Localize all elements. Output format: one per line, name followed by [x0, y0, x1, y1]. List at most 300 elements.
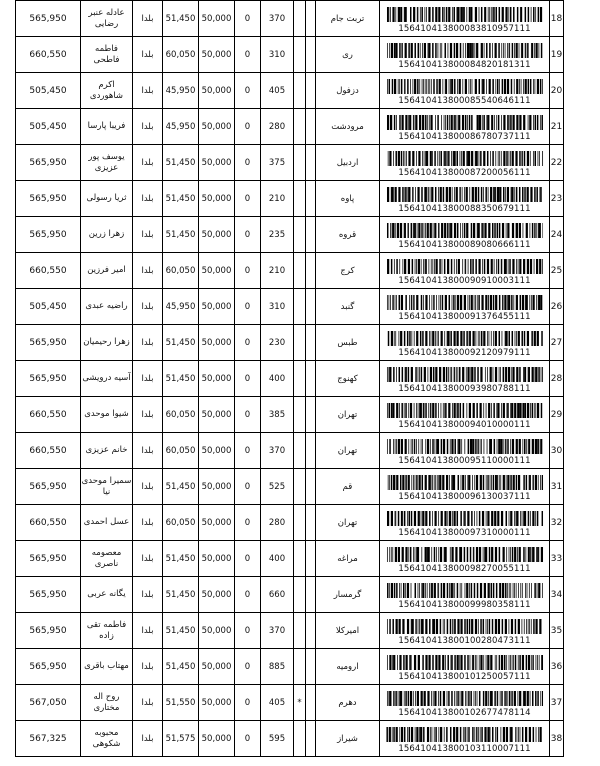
- barcode-number: 156410413800098270055111: [398, 563, 531, 574]
- row-mark: [294, 253, 306, 289]
- table-row: [16, 181, 564, 217]
- postage-fee: 51,450: [163, 649, 199, 685]
- weight-value: 405: [261, 73, 294, 109]
- destination-city: گنبد: [316, 289, 380, 325]
- postage-fee: 51,450: [163, 217, 199, 253]
- recipient-name: محبوبه شکوهی: [81, 721, 133, 757]
- postage-fee: 45,950: [163, 289, 199, 325]
- table-row: [16, 361, 564, 397]
- total-amount: 565,950: [16, 469, 81, 505]
- tracking-barcode: [380, 109, 550, 145]
- empty-cell: [306, 253, 316, 289]
- delivery-method: بلدا: [133, 541, 163, 577]
- barcode-graphic: [386, 331, 544, 346]
- tracking-barcode: [380, 577, 550, 613]
- empty-cell: [306, 289, 316, 325]
- barcode-number: 156410413800100280473111: [398, 635, 531, 646]
- row-mark: [294, 37, 306, 73]
- barcode-number: 156410413800090910003111: [398, 275, 531, 286]
- empty-cell: [306, 361, 316, 397]
- empty-cell: [306, 577, 316, 613]
- recipient-name: عادله عنبر رضایی: [81, 1, 133, 37]
- table-row: [16, 289, 564, 325]
- barcode-graphic: [386, 511, 544, 526]
- barcode-number: 156410413800094010000111: [398, 419, 531, 430]
- total-amount: 660,550: [16, 37, 81, 73]
- weight-value: 310: [261, 289, 294, 325]
- delivery-method: بلدا: [133, 145, 163, 181]
- row-mark: [294, 577, 306, 613]
- zero-value: 0: [235, 181, 261, 217]
- total-amount: 505,450: [16, 109, 81, 145]
- empty-cell: [306, 181, 316, 217]
- base-amount: 50,000: [199, 145, 235, 181]
- barcode-graphic: [386, 439, 544, 454]
- postage-fee: 51,575: [163, 721, 199, 757]
- delivery-method: بلدا: [133, 325, 163, 361]
- barcode-number: 156410413800102677478114: [398, 707, 531, 718]
- weight-value: 375: [261, 145, 294, 181]
- tracking-barcode: [380, 289, 550, 325]
- row-index: 34: [550, 577, 564, 613]
- delivery-method: بلدا: [133, 289, 163, 325]
- row-mark: [294, 289, 306, 325]
- postage-fee: 60,050: [163, 505, 199, 541]
- delivery-method: بلدا: [133, 685, 163, 721]
- base-amount: 50,000: [199, 1, 235, 37]
- recipient-name: عسل احمدی: [81, 505, 133, 541]
- zero-value: 0: [235, 361, 261, 397]
- zero-value: 0: [235, 289, 261, 325]
- postage-fee: 51,450: [163, 577, 199, 613]
- tracking-barcode: [380, 433, 550, 469]
- table-row: [16, 433, 564, 469]
- base-amount: 50,000: [199, 397, 235, 433]
- empty-cell: [306, 73, 316, 109]
- postage-fee: 45,950: [163, 109, 199, 145]
- total-amount: 567,325: [16, 721, 81, 757]
- barcode-graphic: [386, 547, 544, 562]
- row-index: 31: [550, 469, 564, 505]
- row-index: 19: [550, 37, 564, 73]
- recipient-name: امیر فرزین: [81, 253, 133, 289]
- recipient-name: آسیه درویشی: [81, 361, 133, 397]
- tracking-barcode: [380, 253, 550, 289]
- weight-value: 280: [261, 109, 294, 145]
- table-row: [16, 109, 564, 145]
- barcode-number: 156410413800093980788111: [398, 383, 531, 394]
- recipient-name: زهرا زرین: [81, 217, 133, 253]
- zero-value: 0: [235, 73, 261, 109]
- recipient-name: شیوا موحدی: [81, 397, 133, 433]
- row-mark: [294, 397, 306, 433]
- total-amount: 565,950: [16, 217, 81, 253]
- table-row: [16, 577, 564, 613]
- empty-cell: [306, 1, 316, 37]
- destination-city: تهران: [316, 433, 380, 469]
- barcode-graphic: [386, 475, 544, 490]
- row-index: 36: [550, 649, 564, 685]
- delivery-method: بلدا: [133, 469, 163, 505]
- zero-value: 0: [235, 505, 261, 541]
- zero-value: 0: [235, 541, 261, 577]
- postage-fee: 51,450: [163, 541, 199, 577]
- row-index: 21: [550, 109, 564, 145]
- recipient-name: فاطمه فاطحی: [81, 37, 133, 73]
- row-index: 33: [550, 541, 564, 577]
- tracking-barcode: [380, 73, 550, 109]
- postage-fee: 51,550: [163, 685, 199, 721]
- row-index: 27: [550, 325, 564, 361]
- barcode-number: 156410413800099980358111: [398, 599, 531, 610]
- base-amount: 50,000: [199, 433, 235, 469]
- recipient-name: اکرم شاهوردی: [81, 73, 133, 109]
- tracking-barcode: [380, 541, 550, 577]
- table-row: [16, 469, 564, 505]
- postage-fee: 45,950: [163, 73, 199, 109]
- empty-cell: [306, 649, 316, 685]
- table-row: [16, 649, 564, 685]
- destination-city: شیراز: [316, 721, 380, 757]
- barcode-number: 156410413800083810957111: [398, 23, 531, 34]
- barcode-graphic: [386, 151, 544, 166]
- shipment-sheet: [15, 0, 563, 757]
- total-amount: 565,950: [16, 577, 81, 613]
- empty-cell: [306, 685, 316, 721]
- base-amount: 50,000: [199, 217, 235, 253]
- table-row: [16, 721, 564, 757]
- row-index: 24: [550, 217, 564, 253]
- row-index: 28: [550, 361, 564, 397]
- destination-city: طبس: [316, 325, 380, 361]
- base-amount: 50,000: [199, 289, 235, 325]
- row-index: 26: [550, 289, 564, 325]
- barcode-number: 156410413800091376455111: [398, 311, 531, 322]
- destination-city: تهران: [316, 397, 380, 433]
- tracking-barcode: [380, 469, 550, 505]
- base-amount: 50,000: [199, 649, 235, 685]
- empty-cell: [306, 37, 316, 73]
- postage-fee: 51,450: [163, 325, 199, 361]
- table-row: [16, 253, 564, 289]
- recipient-name: یگانه عربی: [81, 577, 133, 613]
- row-mark: [294, 541, 306, 577]
- destination-city: قم: [316, 469, 380, 505]
- recipient-name: سمیرا موحدی نیا: [81, 469, 133, 505]
- zero-value: 0: [235, 325, 261, 361]
- total-amount: 660,550: [16, 397, 81, 433]
- barcode-number: 156410413800096130037111: [398, 491, 531, 502]
- total-amount: 505,450: [16, 289, 81, 325]
- barcode-graphic: [386, 727, 544, 742]
- recipient-name: روح اله مختاری: [81, 685, 133, 721]
- barcode-number: 156410413800085540646111: [398, 95, 531, 106]
- tracking-barcode: [380, 649, 550, 685]
- row-mark: [294, 649, 306, 685]
- destination-city: تربت جام: [316, 1, 380, 37]
- delivery-method: بلدا: [133, 217, 163, 253]
- row-index: 37: [550, 685, 564, 721]
- zero-value: 0: [235, 649, 261, 685]
- zero-value: 0: [235, 397, 261, 433]
- weight-value: 595: [261, 721, 294, 757]
- weight-value: 370: [261, 613, 294, 649]
- delivery-method: بلدا: [133, 505, 163, 541]
- postage-fee: 60,050: [163, 253, 199, 289]
- barcode-graphic: [386, 115, 544, 130]
- delivery-method: بلدا: [133, 613, 163, 649]
- recipient-name: فاطمه تقی زاده: [81, 613, 133, 649]
- base-amount: 50,000: [199, 685, 235, 721]
- zero-value: 0: [235, 721, 261, 757]
- weight-value: 525: [261, 469, 294, 505]
- table-row: [16, 145, 564, 181]
- row-index: 38: [550, 721, 564, 757]
- table-row: [16, 325, 564, 361]
- destination-city: کرج: [316, 253, 380, 289]
- table-row: [16, 505, 564, 541]
- barcode-number: 156410413800089080666111: [398, 239, 531, 250]
- barcode-graphic: [386, 583, 544, 598]
- delivery-method: بلدا: [133, 721, 163, 757]
- zero-value: 0: [235, 109, 261, 145]
- delivery-method: بلدا: [133, 433, 163, 469]
- row-mark: [294, 1, 306, 37]
- row-index: 29: [550, 397, 564, 433]
- tracking-barcode: [380, 37, 550, 73]
- barcode-number: 156410413800086780737111: [398, 131, 531, 142]
- zero-value: 0: [235, 613, 261, 649]
- tracking-barcode: [380, 505, 550, 541]
- row-mark: [294, 217, 306, 253]
- weight-value: 660: [261, 577, 294, 613]
- barcode-number: 156410413800087200056111: [398, 167, 531, 178]
- barcode-graphic: [386, 367, 544, 382]
- total-amount: 660,550: [16, 505, 81, 541]
- base-amount: 50,000: [199, 505, 235, 541]
- barcode-graphic: [386, 655, 544, 670]
- barcode-graphic: [386, 403, 544, 418]
- base-amount: 50,000: [199, 721, 235, 757]
- tracking-barcode: [380, 325, 550, 361]
- base-amount: 50,000: [199, 577, 235, 613]
- empty-cell: [306, 469, 316, 505]
- table-row: [16, 685, 564, 721]
- delivery-method: بلدا: [133, 397, 163, 433]
- destination-city: مراغه: [316, 541, 380, 577]
- total-amount: 565,950: [16, 613, 81, 649]
- postage-fee: 51,450: [163, 613, 199, 649]
- table-row: [16, 397, 564, 433]
- base-amount: 50,000: [199, 613, 235, 649]
- barcode-graphic: [386, 223, 544, 238]
- zero-value: 0: [235, 253, 261, 289]
- zero-value: 0: [235, 685, 261, 721]
- row-mark: [294, 73, 306, 109]
- zero-value: 0: [235, 433, 261, 469]
- tracking-barcode: [380, 613, 550, 649]
- delivery-method: بلدا: [133, 361, 163, 397]
- base-amount: 50,000: [199, 469, 235, 505]
- row-index: 25: [550, 253, 564, 289]
- tracking-barcode: [380, 685, 550, 721]
- destination-city: ری: [316, 37, 380, 73]
- weight-value: 400: [261, 541, 294, 577]
- empty-cell: [306, 613, 316, 649]
- row-index: 23: [550, 181, 564, 217]
- row-mark: *: [294, 685, 306, 721]
- postage-fee: 51,450: [163, 361, 199, 397]
- recipient-name: یوسف پور عزیزی: [81, 145, 133, 181]
- total-amount: 565,950: [16, 361, 81, 397]
- base-amount: 50,000: [199, 361, 235, 397]
- destination-city: پاوه: [316, 181, 380, 217]
- zero-value: 0: [235, 145, 261, 181]
- total-amount: 660,550: [16, 433, 81, 469]
- tracking-barcode: [380, 145, 550, 181]
- tracking-barcode: [380, 361, 550, 397]
- barcode-number: 156410413800097310000111: [398, 527, 531, 538]
- row-mark: [294, 613, 306, 649]
- barcode-graphic: [386, 259, 544, 274]
- zero-value: 0: [235, 1, 261, 37]
- zero-value: 0: [235, 217, 261, 253]
- postage-fee: 60,050: [163, 433, 199, 469]
- row-index: 32: [550, 505, 564, 541]
- row-mark: [294, 505, 306, 541]
- base-amount: 50,000: [199, 541, 235, 577]
- base-amount: 50,000: [199, 73, 235, 109]
- row-mark: [294, 109, 306, 145]
- recipient-name: مهتاب باقری: [81, 649, 133, 685]
- zero-value: 0: [235, 469, 261, 505]
- total-amount: 565,950: [16, 1, 81, 37]
- empty-cell: [306, 145, 316, 181]
- weight-value: 310: [261, 37, 294, 73]
- postage-fee: 51,450: [163, 181, 199, 217]
- destination-city: اردبیل: [316, 145, 380, 181]
- destination-city: تهران: [316, 505, 380, 541]
- postage-fee: 51,450: [163, 1, 199, 37]
- barcode-number: 156410413800095110000111: [398, 455, 531, 466]
- row-index: 22: [550, 145, 564, 181]
- total-amount: 660,550: [16, 253, 81, 289]
- tracking-barcode: [380, 1, 550, 37]
- barcode-number: 156410413800088350679111: [398, 203, 531, 214]
- recipient-name: خانم عزیزی: [81, 433, 133, 469]
- barcode-number: 156410413800092120979111: [398, 347, 531, 358]
- recipient-name: راضیه عبدی: [81, 289, 133, 325]
- delivery-method: بلدا: [133, 73, 163, 109]
- table-row: [16, 541, 564, 577]
- empty-cell: [306, 541, 316, 577]
- table-row: [16, 73, 564, 109]
- total-amount: 505,450: [16, 73, 81, 109]
- total-amount: 565,950: [16, 325, 81, 361]
- tracking-barcode: [380, 217, 550, 253]
- row-index: 20: [550, 73, 564, 109]
- row-mark: [294, 469, 306, 505]
- total-amount: 565,950: [16, 181, 81, 217]
- recipient-name: معصومه ناصری: [81, 541, 133, 577]
- recipient-name: زهرا رحیمیان: [81, 325, 133, 361]
- row-mark: [294, 181, 306, 217]
- destination-city: دزفول: [316, 73, 380, 109]
- tracking-barcode: [380, 181, 550, 217]
- destination-city: گرمسار: [316, 577, 380, 613]
- weight-value: 405: [261, 685, 294, 721]
- row-mark: [294, 325, 306, 361]
- weight-value: 235: [261, 217, 294, 253]
- delivery-method: بلدا: [133, 181, 163, 217]
- barcode-graphic: [386, 79, 544, 94]
- barcode-graphic: [386, 43, 544, 58]
- empty-cell: [306, 433, 316, 469]
- postage-fee: 51,450: [163, 145, 199, 181]
- row-mark: [294, 361, 306, 397]
- weight-value: 280: [261, 505, 294, 541]
- barcode-graphic: [386, 619, 544, 634]
- row-mark: [294, 721, 306, 757]
- postage-fee: 60,050: [163, 397, 199, 433]
- row-index: 35: [550, 613, 564, 649]
- table-row: [16, 1, 564, 37]
- total-amount: 565,950: [16, 649, 81, 685]
- total-amount: 565,950: [16, 145, 81, 181]
- total-amount: 565,950: [16, 541, 81, 577]
- postage-fee: 51,450: [163, 469, 199, 505]
- destination-city: ارومیه: [316, 649, 380, 685]
- barcode-graphic: [386, 691, 544, 706]
- delivery-method: بلدا: [133, 37, 163, 73]
- empty-cell: [306, 325, 316, 361]
- row-index: 30: [550, 433, 564, 469]
- barcode-number: 156410413800103110007111: [398, 743, 531, 754]
- weight-value: 385: [261, 397, 294, 433]
- weight-value: 885: [261, 649, 294, 685]
- barcode-graphic: [386, 295, 544, 310]
- zero-value: 0: [235, 577, 261, 613]
- row-mark: [294, 145, 306, 181]
- tracking-barcode: [380, 397, 550, 433]
- delivery-method: بلدا: [133, 1, 163, 37]
- zero-value: 0: [235, 37, 261, 73]
- base-amount: 50,000: [199, 109, 235, 145]
- delivery-method: بلدا: [133, 577, 163, 613]
- recipient-name: ثریا رسولی: [81, 181, 133, 217]
- weight-value: 400: [261, 361, 294, 397]
- recipient-name: فریبا پارسا: [81, 109, 133, 145]
- base-amount: 50,000: [199, 253, 235, 289]
- destination-city: امیرکلا: [316, 613, 380, 649]
- shipment-table: [15, 0, 564, 757]
- weight-value: 210: [261, 253, 294, 289]
- delivery-method: بلدا: [133, 253, 163, 289]
- empty-cell: [306, 505, 316, 541]
- tracking-barcode: [380, 721, 550, 757]
- weight-value: 230: [261, 325, 294, 361]
- row-index: 18: [550, 1, 564, 37]
- destination-city: دهرم: [316, 685, 380, 721]
- destination-city: مرودشت: [316, 109, 380, 145]
- weight-value: 370: [261, 1, 294, 37]
- empty-cell: [306, 397, 316, 433]
- barcode-number: 156410413800084820181311: [398, 59, 531, 70]
- base-amount: 50,000: [199, 181, 235, 217]
- total-amount: 567,050: [16, 685, 81, 721]
- weight-value: 370: [261, 433, 294, 469]
- table-row: [16, 217, 564, 253]
